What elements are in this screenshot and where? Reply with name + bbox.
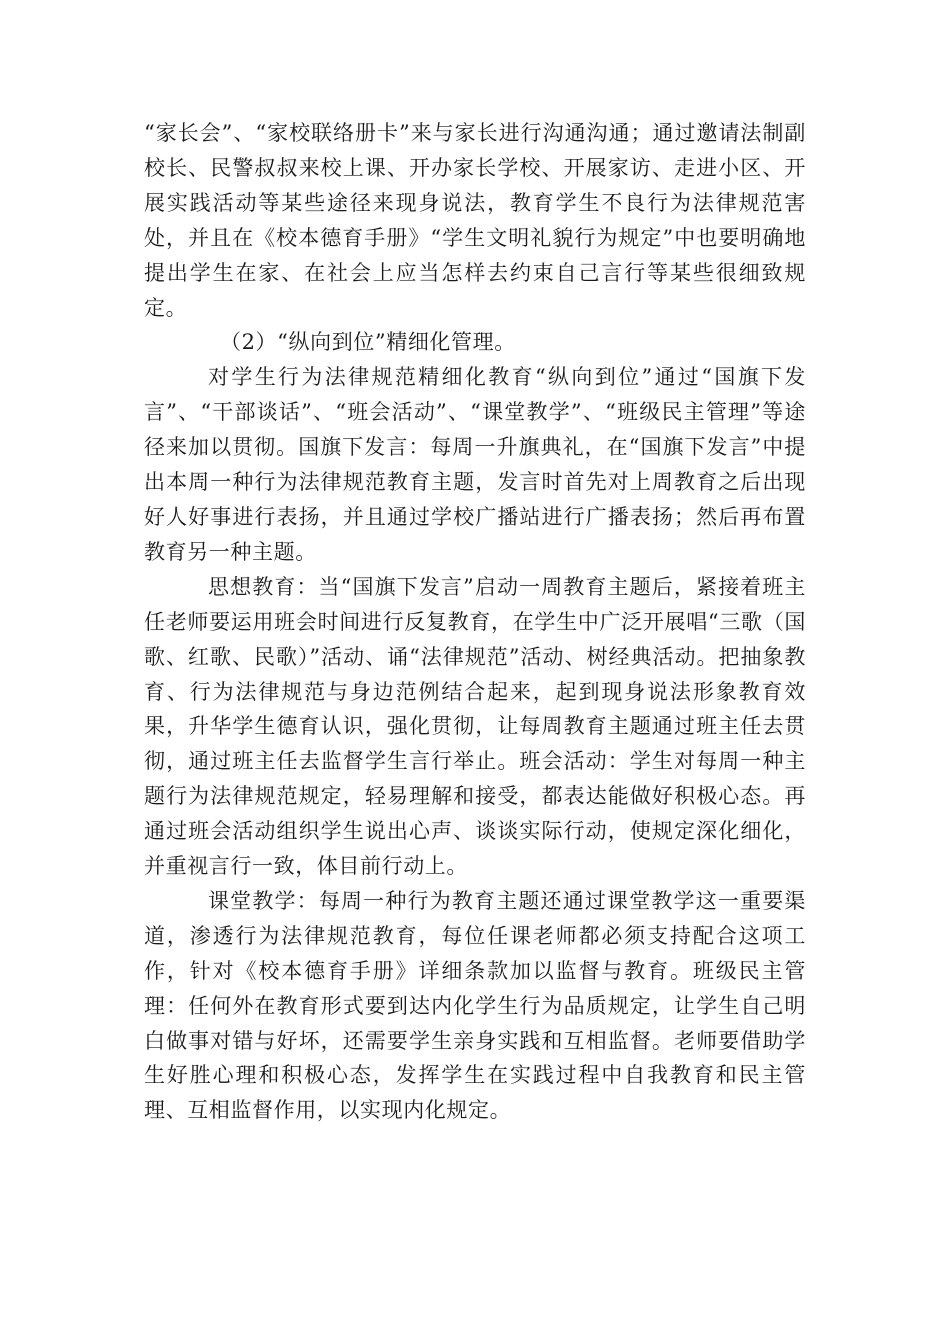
paragraph-vertical-management: 对学生行为法律规范精细化教育“纵向到位”通过“国旗下发言”、“干部谈话”、“班会活动”、“课堂教学”、“班级民主管理”等途径来加以贯彻。国旗下发言：每周一升旗典礼，在“国旗下发言”中提出本周一种行为法律规范教育主题，发言时首先对上周教育之后出现好人好事进行表扬，并且通过学校广播站进行广播表扬；然后再布置教育另一种主题。 xyxy=(144,365,806,564)
paragraph-continued: “家长会”、“家校联络册卡”来与家长进行沟通沟通；通过邀请法制副校长、民警叔叔来校上课、开办家长学校、开展家访、走进小区、开展实践活动等某些途径来现身说法，教育学生不良行为法律规范害处，并且在《校本德育手册》“学生文明礼貌行为规定”中也要明确地提出学生在家、在社会上应当怎样去约束自己言行等某些很细致规定。 xyxy=(144,121,806,320)
document-body xyxy=(144,116,806,1128)
paragraph-classroom-teaching: 课堂教学：每周一种行为教育主题还通过课堂教学这一重要渠道，渗透行为法律规范教育，每位任课老师都必须支持配合这项工作，针对《校本德育手册》详细条款加以监督与教育。班级民主管理：任何外在教育形式要到达内化学生行为品质规定，让学生自己明白做事对错与好坏，还需要学生亲身实践和互相监督。老师要借助学生好胜心理和积极心态，发挥学生在实践过程中自我教育和民主管理、互相监督作用，以实现内化规定。 xyxy=(144,888,806,1123)
paragraph-ideological-education: 思想教育：当“国旗下发言”启动一周教育主题后，紧接着班主任老师要运用班会时间进行反复教育，在学生中广泛开展唱“三歌（国歌、红歌、民歌）”活动、诵“法律规范”活动、树经典活动。把抽象教育、行为法律规范与身边范例结合起来，起到现身说法形象教育效果，升华学生德育认识，强化贯彻，让每周教育主题通过班主任去贯彻，通过班主任去监督学生言行举止。班会活动：学生对每周一种主题行为法律规范规定，轻易理解和接受，都表达能做好积极心态。再通过班会活动组织学生说出心声、谈谈实际行动，使规定深化细化，并重视言行一致，体目前行动上。 xyxy=(144,574,806,879)
section-heading: （2）“纵向到位”精细化管理。 xyxy=(220,330,516,355)
